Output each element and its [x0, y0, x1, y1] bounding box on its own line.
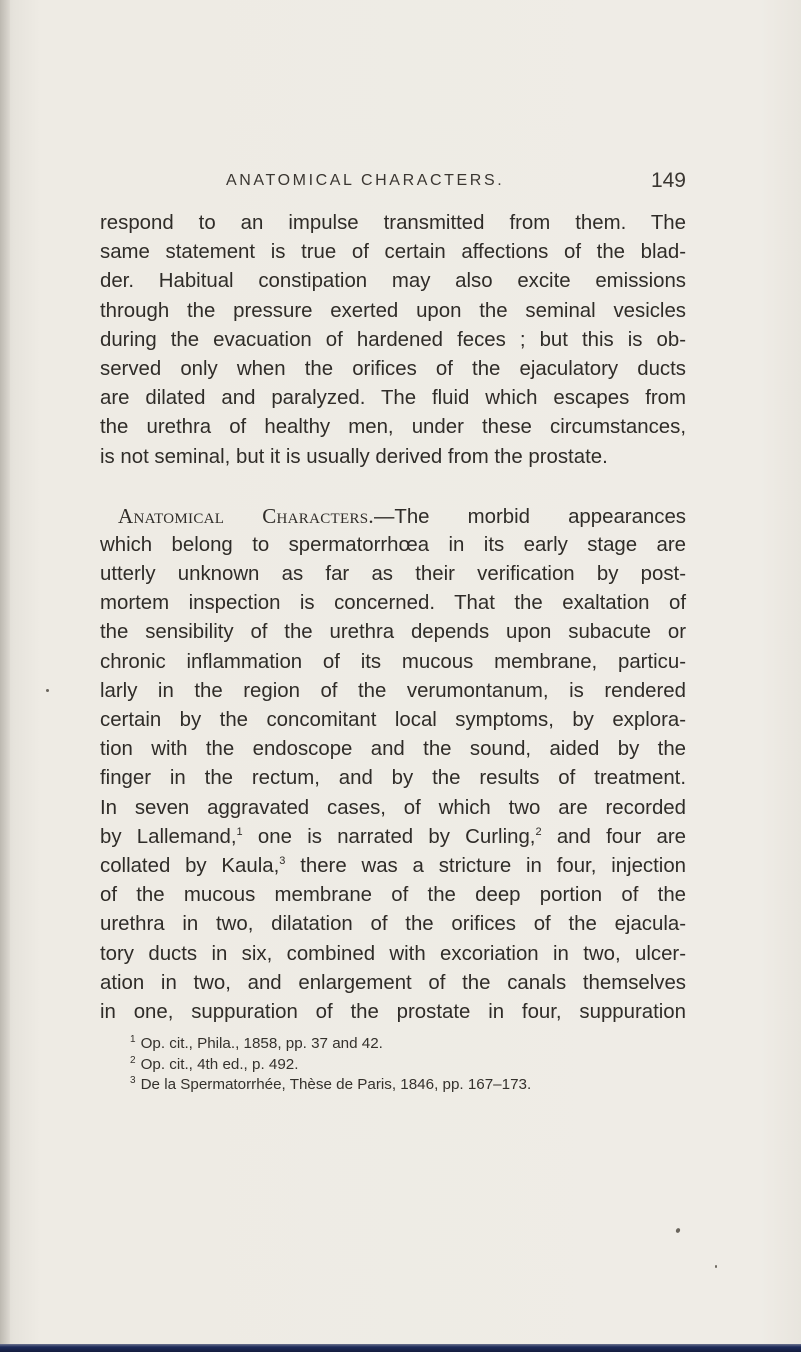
paper-speck [46, 689, 49, 692]
paper-speck [675, 1227, 681, 1233]
text-line: during the evacuation of hardened feces ; but this is ob- [100, 328, 686, 351]
text-segment: there was a stricture in four, injection [285, 854, 687, 877]
footnote-3 [130, 1075, 690, 1096]
text-line: mortem inspection is concerned. That the exaltation of [100, 592, 686, 615]
footnote-2 [130, 1055, 690, 1076]
text-line: ation in two, and enlargement of the canals themselves [100, 971, 686, 994]
text-line: utterly unknown as far as their verification by post- [100, 563, 686, 586]
footnote-number: 2 [130, 1054, 136, 1066]
paragraph-first-line [100, 502, 686, 531]
footnote-ref-3[interactable]: 3 [279, 854, 286, 867]
text-line: tion with the endoscope and the sound, aided by the [100, 738, 686, 761]
text-line-lallemand [100, 823, 686, 852]
paragraph-anatomical-characters [100, 502, 686, 1027]
text-line: urethra in two, dilatation of the orifices of the ejacula- [100, 913, 686, 936]
text-line: the urethra of healthy men, under these circumstances, [100, 416, 686, 439]
footnote-text: Op. cit., Phila., 1858, pp. 37 and 42. [140, 1035, 383, 1052]
text-segment: collated by Kaula, [100, 854, 280, 877]
footnote-text: De la Spermatorrhée, Thèse de Paris, 1846, pp. 167–173. [140, 1076, 532, 1093]
text-line: finger in the rectum, and by the results of treatment. [100, 767, 686, 790]
text-line: served only when the orifices of the ejaculatory ducts [100, 357, 686, 380]
section-heading: Anatomical Characters. [118, 503, 374, 528]
paragraph-gap [100, 472, 686, 502]
text-line: the sensibility of the urethra depends upon subacute or [100, 621, 686, 644]
page-number: 149 [650, 169, 686, 192]
text-line: larly in the region of the verumontanum, is rendered [100, 679, 686, 702]
text-line: certain by the concomitant local symptoms, by explora- [100, 709, 686, 731]
text-segment: one is narrated by Curling, [242, 825, 536, 848]
text-line: respond to an impulse transmitted from them. The [100, 212, 686, 234]
footnotes [130, 1034, 690, 1096]
first-line-text: —The morbid appearances [373, 505, 686, 528]
scan-edge-band [0, 1344, 801, 1352]
text-line: are dilated and paralyzed. The fluid which escapes from [100, 387, 686, 410]
footnote-ref-2[interactable]: 2 [535, 825, 542, 838]
text-line: In seven aggravated cases, of which two are recorded [100, 796, 686, 819]
page-gutter-shadow [0, 0, 10, 1352]
text-line: same statement is true of certain affections of the blad- [100, 241, 686, 264]
text-line: tory ducts in six, combined with excoriation in two, ulcer- [100, 942, 686, 965]
text-segment: and four are [541, 825, 686, 848]
text-line: der. Habitual constipation may also excite emissions [100, 270, 686, 293]
text-line: in one, suppuration of the prostate in four, suppuration [100, 1000, 686, 1023]
text-line: which belong to spermatorrhœa in its early stage are [100, 533, 686, 556]
footnote-ref-1[interactable]: 1 [236, 825, 243, 838]
text-line: through the pressure exerted upon the seminal vesicles [100, 299, 686, 322]
running-header [226, 169, 686, 196]
paper-speck [715, 1265, 717, 1268]
text-line: chronic inflammation of its mucous membrane, particu- [100, 650, 686, 673]
text-line: of the mucous membrane of the deep portion of the [100, 884, 686, 907]
footnote-number: 1 [130, 1034, 136, 1045]
footnote-1 [130, 1034, 690, 1055]
paragraph-continued [100, 209, 686, 472]
footnote-text: Op. cit., 4th ed., p. 492. [140, 1055, 299, 1073]
running-title: ANATOMICAL CHARACTERS. [226, 172, 505, 189]
footnote-number: 3 [130, 1075, 136, 1086]
text-segment: by Lallemand, [100, 825, 237, 848]
body-text [100, 209, 686, 1027]
text-line-kaula [100, 852, 686, 881]
text-line: is not seminal, but it is usually derived from the prostate. [100, 445, 608, 468]
